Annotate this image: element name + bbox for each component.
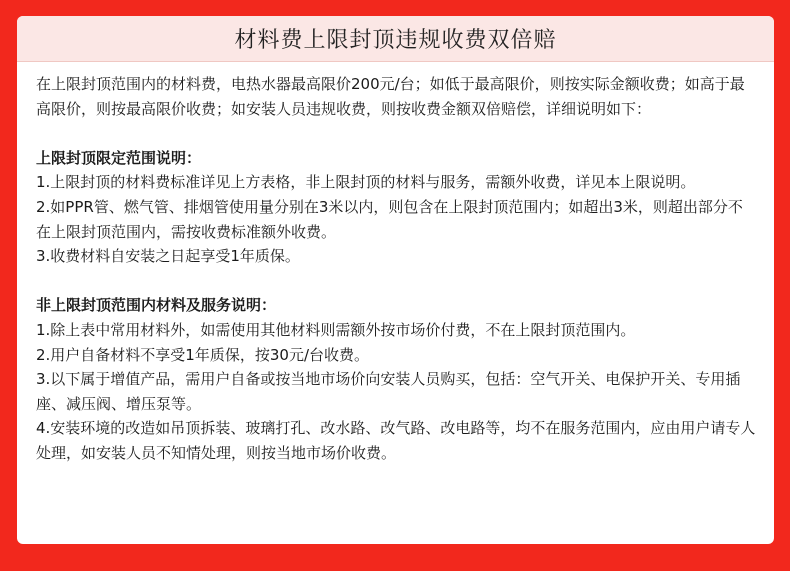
policy-card bbox=[17, 16, 774, 544]
spacer bbox=[36, 269, 756, 294]
title-bar bbox=[17, 16, 774, 62]
spacer bbox=[36, 121, 756, 146]
list-item: 1.上限封顶的材料费标准详见上方表格，非上限封顶的材料与服务，需额外收费，详见本上限说明。 bbox=[36, 173, 696, 192]
list-item: 2.如PPR管、燃气管、排烟管使用量分别在3米以内，则包含在上限封顶范围内；如超出3米，则超出部分不在上限封顶范围内，需按收费标准额外收费。 bbox=[36, 197, 743, 241]
list-item: 3.收费材料自安装之日起享受1年质保。 bbox=[36, 247, 300, 266]
intro-paragraph: 在上限封顶范围内的材料费，电热水器最高限价200元/台；如低于最高限价，则按实际金额收费；如高于最高限价，则按最高限价收费；如安装人员违规收费，则按收费金额双倍赔偿，详细说明如下： bbox=[36, 75, 745, 118]
policy-body bbox=[36, 72, 756, 466]
section-heading-out-of-scope: 非上限封顶范围内材料及服务说明： bbox=[36, 296, 277, 315]
page-title: 材料费上限封顶违规收费双倍赔 bbox=[234, 28, 557, 53]
list-item: 3.以下属于增值产品，需用户自备或按当地市场价向安装人员购买，包括：空气开关、电保护开关、专用插座、减压阀、增压泵等。 bbox=[36, 370, 741, 413]
section-heading-limit-scope: 上限封顶限定范围说明： bbox=[36, 148, 202, 167]
list-item: 4.安装环境的改造如吊顶拆装、玻璃打孔、改水路、改气路、改电路等，均不在服务范围内，应由用户请专人处理，如安装人员不知情处理，则按当地市场价收费。 bbox=[36, 419, 756, 462]
list-item: 1.除上表中常用材料外，如需使用其他材料则需额外按市场价付费，不在上限封顶范围内。 bbox=[36, 320, 636, 339]
list-item: 2.用户自备材料不享受1年质保，按30元/台收费。 bbox=[36, 345, 369, 364]
